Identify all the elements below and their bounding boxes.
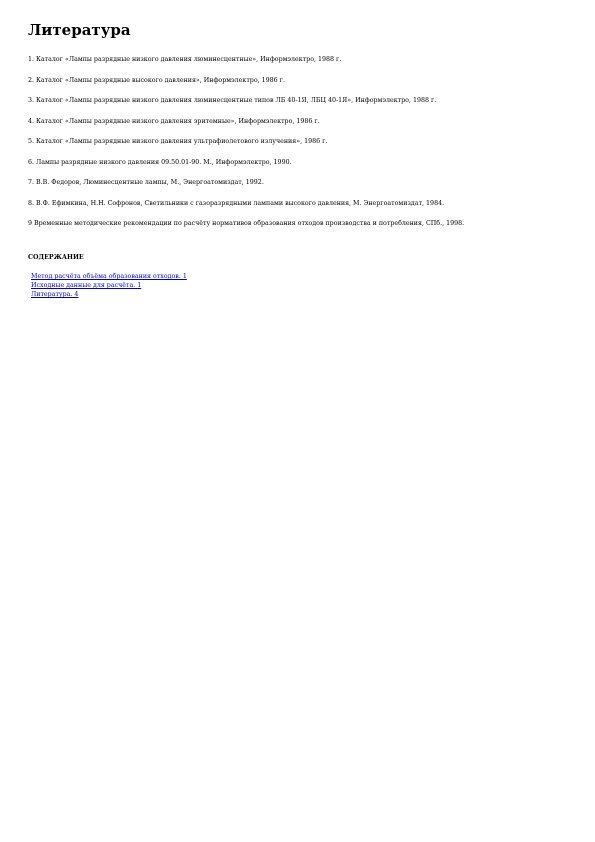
toc-link-method[interactable]: Метод расчёта объёма образования отходов. 1 (31, 273, 187, 280)
reference-item: 9 Временные методические рекомендации по расчёту нормативов образования отходов производства и потребления, СПб., 1998. (28, 220, 465, 227)
reference-item: 7. В.В. Федоров, Люминесцентные лампы, М., Энергоатомиздат, 1992. (28, 179, 264, 186)
table-of-contents (28, 272, 573, 299)
references-list (28, 56, 573, 228)
document-page (28, 20, 573, 299)
toc-item (31, 290, 573, 299)
reference-item: 1. Каталог «Лампы разрядные низкого давления люминесцентные», Информэлектро, 1988 г. (28, 56, 342, 63)
toc-heading: СОДЕРЖАНИЕ (28, 254, 84, 261)
reference-item: 3. Каталог «Лампы разрядные низкого давления люминесцентные типов ЛБ 40-1Я, ЛБЦ 40-1Я», Информэлектро, 1988 г. (28, 97, 437, 104)
reference-item: 2. Каталог «Лампы разрядные высокого давления», Информэлектро, 1986 г. (28, 76, 285, 84)
reference-item: 4. Каталог «Лампы разрядные низкого давления эритемные», Информэлектро, 1986 г. (28, 117, 320, 125)
reference-item: 8. В.Ф. Ефимкина, Н.Н. Софронов, Светильники с газоразрядными лампами высокого давления, М. Энергоатомиздат, 1984. (28, 199, 445, 207)
toc-link-literature[interactable]: Литература. 4 (31, 291, 79, 298)
reference-item: 6. Лампы разрядные низкого давления 09.50.01-90. М., Информэлектро, 1990. (28, 158, 292, 166)
toc-link-input-data[interactable]: Исходные данные для расчёта. 1 (31, 282, 142, 289)
reference-item: 5. Каталог «Лампы разрядные низкого давления ультрафиолетового излучения», 1986 г. (28, 138, 328, 145)
page-title: Литература (28, 21, 131, 39)
toc-item (31, 272, 573, 281)
toc-item (31, 281, 573, 290)
